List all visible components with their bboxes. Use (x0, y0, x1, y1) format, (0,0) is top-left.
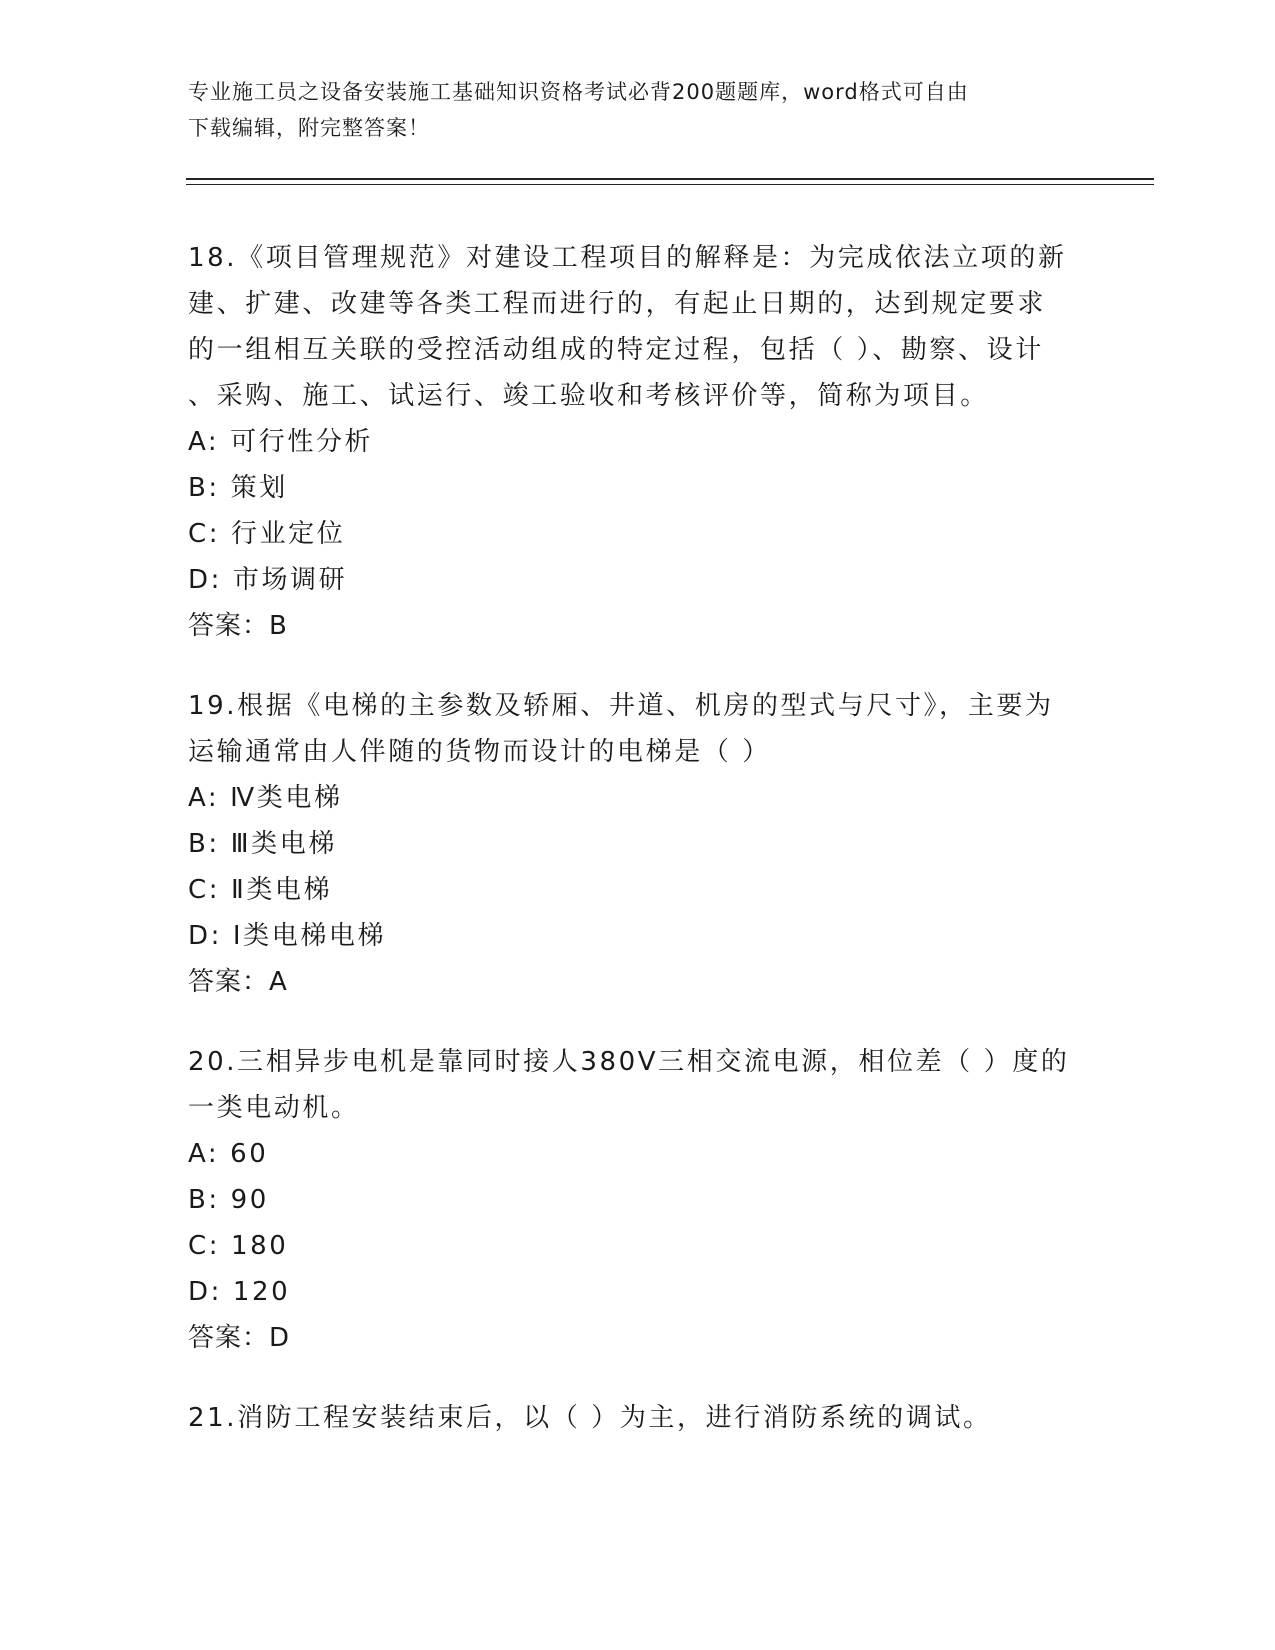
answer: 答案：A (188, 967, 288, 997)
option-c: C: 行业定位 (188, 519, 346, 549)
option-c: C: Ⅱ类电梯 (188, 875, 333, 905)
header-line-2: 下载编辑，附完整答案！ (188, 116, 430, 140)
stem-line: 18.《项目管理规范》对建设工程项目的解释是：为完成依法立项的新 (188, 243, 1067, 273)
document-header (188, 74, 1088, 146)
option-b: B: 90 (188, 1185, 269, 1215)
question-18 (188, 235, 1088, 649)
option-d: D: 市场调研 (188, 565, 348, 595)
stem-line: 、采购、施工、试运行、竣工验收和考核评价等，简称为项目。 (188, 381, 989, 411)
question-20 (188, 1039, 1088, 1361)
answer: 答案：B (188, 611, 288, 641)
question-list (188, 235, 1088, 1475)
stem-line: 的一组相互关联的受控活动组成的特定过程，包括（ ）、勘察、设计 (188, 335, 1044, 365)
stem-line: 建、扩建、改建等各类工程而进行的，有起止日期的，达到规定要求 (188, 289, 1047, 319)
header-rule-thick (186, 178, 1154, 180)
option-c: C: 180 (188, 1231, 289, 1261)
option-b: B: Ⅲ类电梯 (188, 829, 337, 859)
question-21 (188, 1395, 1088, 1441)
header-line-1: 专业施工员之设备安装施工基础知识资格考试必背200题题库，word格式可自由 (188, 80, 969, 104)
option-b: B: 策划 (188, 473, 288, 503)
question-stem (188, 683, 1088, 775)
question-stem (188, 1039, 1088, 1131)
stem-line: 21.消防工程安装结束后，以（ ）为主，进行消防系统的调试。 (188, 1403, 992, 1433)
header-rule-thin (186, 184, 1154, 185)
answer: 答案：D (188, 1323, 291, 1353)
option-a: A: 60 (188, 1139, 269, 1169)
stem-line: 一类电动机。 (188, 1093, 360, 1123)
question-stem (188, 1395, 1088, 1441)
stem-line: 运输通常由人伴随的货物而设计的电梯是（ ） (188, 737, 771, 767)
stem-line: 19.根据《电梯的主参数及轿厢、井道、机房的型式与尺寸》，主要为 (188, 691, 1054, 721)
stem-line: 20.三相异步电机是靠同时接人380V三相交流电源，相位差（ ）度的 (188, 1047, 1070, 1077)
question-stem (188, 235, 1088, 419)
option-d: D: 120 (188, 1277, 291, 1307)
option-a: A: 可行性分析 (188, 427, 374, 457)
option-d: D: Ⅰ类电梯电梯 (188, 921, 387, 951)
option-a: A: Ⅳ类电梯 (188, 783, 343, 813)
question-19 (188, 683, 1088, 1005)
